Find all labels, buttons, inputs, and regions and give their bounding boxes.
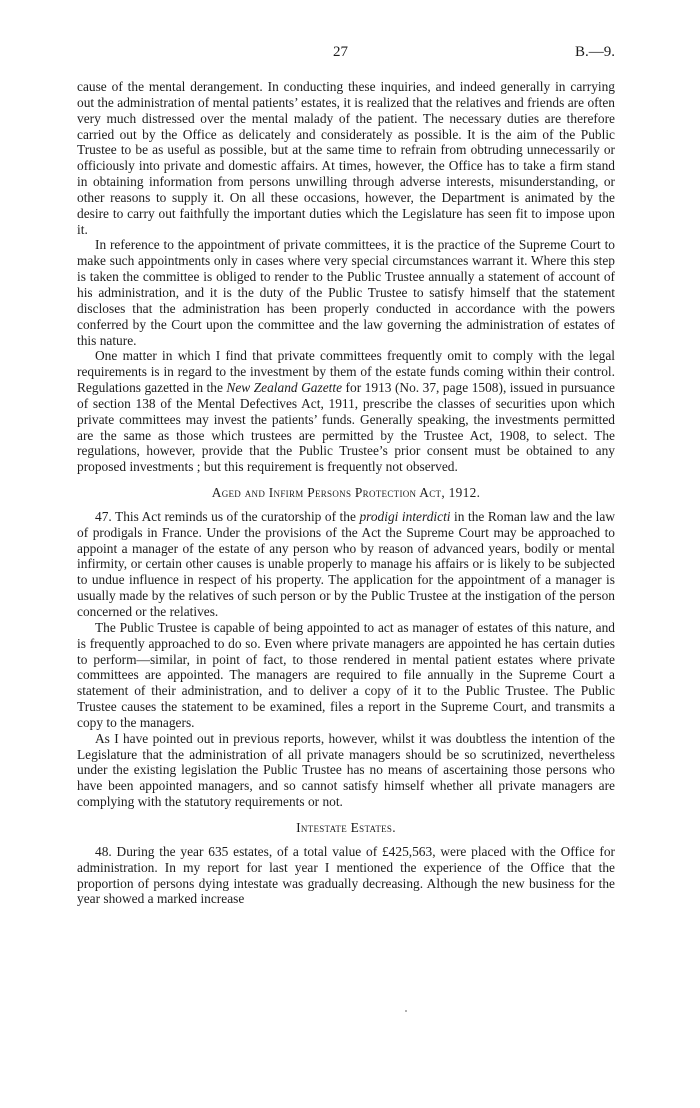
paragraph-public-trustee-capable: The Public Trustee is capable of being appointed to act as manager of estates of this nature, and is frequently approached to do so. Even where private managers are appointed he has certain duties to perform—similar, in point of fact, to those rendered in mental patient estates where private committees are appointed. The managers are required to file annually in the Supreme Court a statement of their administration, and to deliver a copy of it to the Public Trustee. The Public Trustee causes the statement to be examined, files a report in the Supreme Court, and transmits a copy to the managers. (77, 619, 615, 730)
investment-text-1: One matter in which I find that private committees frequently omit to comply with the legal requirements is in regard to the investment by them of the estate funds coming within their control. Regulations gazetted in the (77, 348, 615, 396)
paragraph-47 (77, 509, 615, 620)
document-reference: B.—9. (574, 44, 615, 60)
paragraph-mental-derangement: cause of the mental derangement. In conducting these inquiries, and indeed generally in carrying out the administration of mental patients’ estates, it is realized that the relatives and friends are often very much distressed over the mental malady of the patient. The necessary duties are therefore carried out by the Office as delicately and considerately as possible. It is the aim of the Public Trustee to be as useful as possible, but at the same time to refrain from obtruding unnecessarily or officiously into private and domestic affairs. At times, however, the Office has to take a firm stand in obtaining information from persons unwilling through adverse interests, misunderstanding, or other reasons to supply it. On all these occasions, however, the Department is animated by the desire to carry out faithfully the important duties which the Legislature has seen fit to impose upon it. (77, 79, 615, 237)
para47-text-2: in the Roman law and the law of prodigals in France. Under the provisions of the Act the Supreme Court may be approached to appoint a manager of the estate of any person who by reason of advanced years, bodily or mental infirmity, or certain other causes is unable properly to manage his affairs or is likely to be subjected to undue influence in respect of his property. The application for the appointment of a manager is usually made by the relatives of such person or by the Public Trustee at the instigation of the person concerned or the relatives. (77, 508, 615, 619)
para47-text-1: 47. This Act reminds us of the curatorship of the (95, 508, 360, 524)
gazette-title: New Zealand Gazette (226, 380, 343, 396)
paragraph-previous-reports: As I have pointed out in previous reports, however, whilst it was doubtless the intention of the Legislature that the administration of all private managers should be so scrutinized, nevertheless under the existing legislation the Public Trustee has no means of ascertaining those persons who have been appointed managers, and so cannot satisfy himself whether all private managers are complying with the statutory requirements or not. (77, 730, 615, 810)
section-heading-aged-infirm: Aged and Infirm Persons Protection Act, 1912. (211, 485, 481, 501)
body-text (77, 79, 615, 907)
paragraph-48: 48. During the year 635 estates, of a total value of £425,563, were placed with the Office for administration. In my report for last year I mentioned the experience of the Office that the proportion of persons dying intestate was gradually decreasing. Although the new business for the year showed a marked increase (77, 843, 615, 907)
section-heading-intestate-estates: Intestate Estates. (296, 819, 396, 835)
investment-text-2: for 1913 (No. 37, page 1508), issued in pursuance of section 138 of the Mental Defectives Act, 1911, prescribe the classes of securities upon which private committees may invest the patients’ funds. Generally speaking, the investments permitted are the same as those which trustees are permitted by the Trustee Act, 1908, to select. The regulations, however, provide that the Public Trustee’s prior consent must be obtained to any proposed investments ; but this requirement is frequently not observed. (77, 380, 615, 475)
paragraph-investment (77, 348, 615, 475)
latin-term: prodigi interdicti (359, 508, 451, 524)
paragraph-private-committees: In reference to the appointment of private committees, it is the practice of the Supreme Court to make such appointments only in cases where very special circumstances warrant it. Where this step is taken the committee is obliged to render to the Public Trustee annually a statement of account of his administration, and it is the duty of the Public Trustee to satisfy himself that the statement discloses that the administration has been properly conducted in accordance with the powers conferred by the Court upon the committee and the law governing the administration of estates of this nature. (77, 237, 615, 348)
footer-dot (405, 1010, 407, 1012)
document-page (77, 44, 615, 907)
page-number: 27 (333, 44, 348, 60)
page-header (77, 44, 615, 68)
